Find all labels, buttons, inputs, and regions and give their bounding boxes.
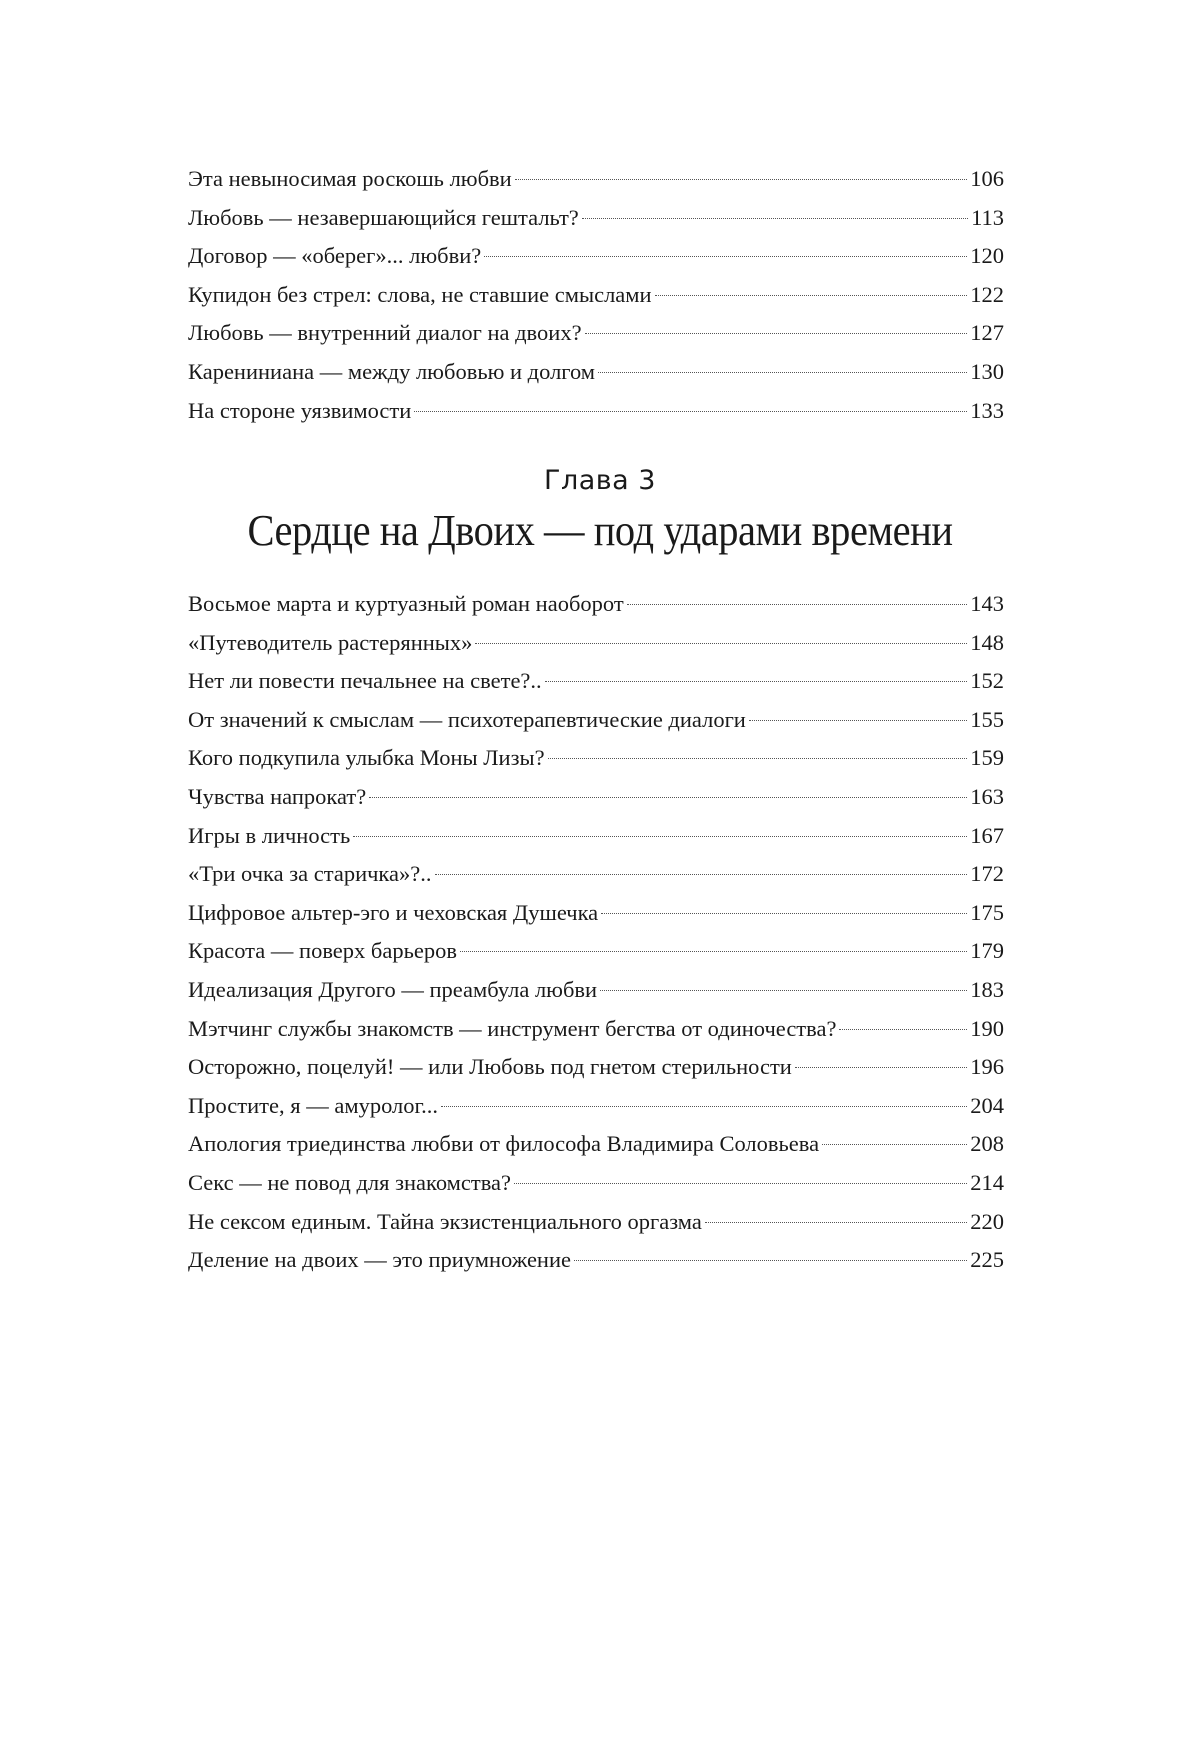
toc-entry-title: От значений к смыслам — психотерапевтические диалоги	[188, 706, 746, 732]
toc-entry-page: 183	[970, 976, 1004, 1002]
toc-entry	[188, 778, 1004, 817]
toc-entry-page: 130	[970, 358, 1004, 384]
dot-leader	[627, 604, 968, 605]
toc-entry-title: Кого подкупила улыбка Моны Лизы?	[188, 745, 545, 771]
toc-entry-title: Карениниана — между любовью и долгом	[188, 358, 596, 384]
dot-leader	[585, 333, 968, 334]
toc-entry-page: 159	[970, 745, 1004, 771]
dot-leader	[484, 256, 967, 257]
toc-entry	[188, 1048, 1004, 1087]
toc-entry	[188, 817, 1004, 856]
toc-entry-title: Игры в личность	[188, 822, 351, 848]
dot-leader	[514, 1183, 967, 1184]
toc-entry-title: Секс — не повод для знакомства?	[188, 1169, 511, 1195]
toc-entry-page: 167	[970, 822, 1004, 848]
toc-entry	[188, 1203, 1004, 1242]
toc-entry	[188, 314, 1004, 353]
toc-entry-page: 220	[970, 1208, 1004, 1234]
toc-entry-page: 175	[970, 899, 1004, 925]
toc-entry-page: 127	[970, 320, 1004, 346]
dot-leader	[582, 218, 968, 219]
dot-leader	[548, 758, 968, 759]
toc-entry-title: Чувства напрокат?	[188, 783, 367, 809]
dot-leader	[795, 1067, 967, 1068]
dot-leader	[515, 179, 968, 180]
toc-entry-page: 214	[970, 1169, 1004, 1195]
toc-entry-page: 190	[970, 1015, 1004, 1041]
dot-leader	[414, 411, 967, 412]
toc-section-top	[188, 160, 1004, 430]
toc-entry-title: Цифровое альтер-эго и чеховская Душечка	[188, 899, 599, 925]
toc-entry-title: Осторожно, поцелуй! — или Любовь под гнетом стерильности	[188, 1054, 792, 1080]
toc-entry	[188, 894, 1004, 933]
toc-entry-title: Купидон без стрел: слова, не ставшие смыслами	[188, 281, 652, 307]
toc-entry-title: На стороне уязвимости	[188, 397, 412, 423]
toc-entry-title: Деление на двоих — это приумножение	[188, 1247, 572, 1273]
toc-entry	[188, 585, 1004, 624]
dot-leader	[475, 643, 967, 644]
chapter-label: Глава 3	[544, 465, 656, 496]
toc-entry-title: Любовь — внутренний диалог на двоих?	[188, 320, 582, 346]
toc-entry-title: Эта невыносимая роскошь любви	[188, 166, 512, 191]
dot-leader	[600, 990, 967, 991]
toc-entry	[188, 160, 1004, 199]
dot-leader	[574, 1260, 967, 1261]
toc-entry-page: 163	[970, 783, 1004, 809]
toc-entry-page: 179	[970, 938, 1004, 964]
toc-entry	[188, 199, 1004, 238]
toc-entry	[188, 855, 1004, 894]
toc-entry-page: 122	[970, 281, 1004, 307]
toc-entry-title: Не сексом единым. Тайна экзистенциального оргазма	[188, 1208, 702, 1234]
toc-entry	[188, 1010, 1004, 1049]
toc-entry	[188, 353, 1004, 392]
dot-leader	[705, 1222, 967, 1223]
toc-entry	[188, 237, 1004, 276]
toc-entry	[188, 392, 1004, 431]
toc-entry-page: 148	[970, 629, 1004, 655]
toc-entry	[188, 701, 1004, 740]
toc-entry-page: 204	[970, 1092, 1004, 1118]
toc-entry-page: 120	[970, 243, 1004, 269]
dot-leader	[749, 720, 967, 721]
toc-entry-title: Красота — поверх барьеров	[188, 938, 457, 964]
toc-entry-page: 155	[970, 706, 1004, 732]
toc-entry	[188, 624, 1004, 663]
toc-entry-title: Любовь — незавершающийся гештальт?	[188, 204, 579, 230]
toc-entry-title: Договор — «оберег»... любви?	[188, 243, 482, 269]
toc-entry	[188, 1125, 1004, 1164]
toc-entry-page: 133	[970, 397, 1004, 423]
dot-leader	[435, 874, 968, 875]
chapter-title: Сердце на Двоих — под ударами времени	[247, 506, 953, 555]
dot-leader	[822, 1144, 967, 1145]
toc-entry-title: Мэтчинг службы знакомств — инструмент бегства от одиночества?	[188, 1015, 837, 1041]
toc-entry	[188, 932, 1004, 971]
toc-entry-title: Простите, я — амуролог...	[188, 1092, 439, 1118]
dot-leader	[369, 797, 967, 798]
toc-entry-page: 152	[970, 668, 1004, 694]
dot-leader	[460, 951, 967, 952]
dot-leader	[545, 681, 968, 682]
toc-entry	[188, 1087, 1004, 1126]
toc-entry	[188, 971, 1004, 1010]
toc-section-chapter3	[188, 585, 1004, 1280]
toc-entry-title: «Три очка за старичка»?..	[188, 861, 432, 887]
toc-entry	[188, 739, 1004, 778]
toc-entry-title: Нет ли повести печальнее на свете?..	[188, 668, 542, 694]
toc-entry-title: Апология триединства любви от философа Владимира Соловьева	[188, 1131, 820, 1157]
toc-entry-page: 172	[970, 861, 1004, 887]
toc-entry-page: 196	[970, 1054, 1004, 1080]
dot-leader	[601, 913, 967, 914]
toc-entry-title: Восьмое марта и куртуазный роман наоборот	[188, 591, 624, 616]
dot-leader	[353, 836, 967, 837]
toc-entry-page: 208	[970, 1131, 1004, 1157]
toc-entry-page: 225	[970, 1247, 1004, 1273]
dot-leader	[598, 372, 967, 373]
toc-entry-title: Идеализация Другого — преамбула любви	[188, 976, 598, 1002]
toc-entry-page: 143	[970, 591, 1004, 616]
dot-leader	[839, 1029, 967, 1030]
toc-entry	[188, 276, 1004, 315]
toc-entry	[188, 1241, 1004, 1280]
toc-entry-page: 106	[970, 166, 1004, 191]
toc-entry	[188, 662, 1004, 701]
dot-leader	[441, 1106, 967, 1107]
toc-entry-title: «Путеводитель растерянных»	[188, 629, 473, 655]
toc-entry	[188, 1164, 1004, 1203]
dot-leader	[655, 295, 968, 296]
toc-entry-page: 113	[971, 204, 1004, 230]
